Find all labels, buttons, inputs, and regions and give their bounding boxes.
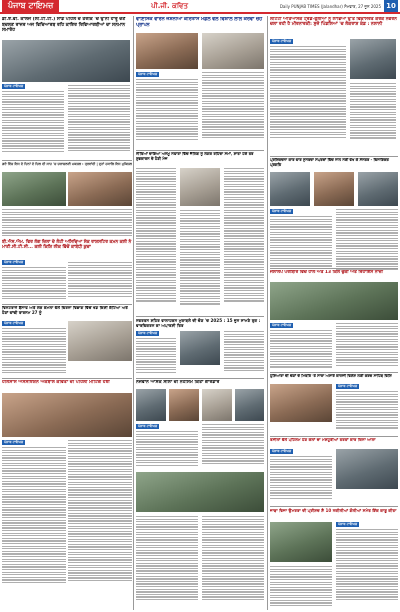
event-photo: [68, 321, 132, 361]
article-rasilan: [270, 438, 398, 504]
article-text: [2, 91, 64, 153]
article-middle: [136, 168, 264, 316]
headline: ਜਲਾਲਪ ਪਰੀਬਰਿ ਵਿੱਚ ਹਾਲ ਅਤੇ 13 ਕਿਲੋ ਚੁੱਕੀ ਅਤੇ ਰਿਹਾਇਸ ਨਾਜ਼ੀ: [270, 270, 383, 275]
headline: ਡੀ.ਏ.ਵੀ. ਕਾਲਜ (ਲੀ.ਟੀ.ਟੀ.) ਸਾਡੇ ਪਹਿਲ ਦੇ ਤਰਕਿ 'ਚ ਉੱਨੀ ਹਾਰੂ ਦੇਣ ਬਦਲਣ ਰਾਜਰ ਅਜ ਵਿਦਿਆਰਥ ਰਹਿ ਕਾਇਰ ਰਿਵਿਆਰਥੀਆਂ ਦਾ ਸਨਮਾਨ ਸਮਾਰੋਹ: [2, 17, 126, 33]
portrait-photo: [180, 331, 220, 365]
headline: ਗਏ ਵਿੱਚ ਇਸ ਦੇ ਦਿਨਾਂ ਦੇ ਦਿਲ ਦੀ ਸਾਹ 'ਚ ਚੜਾਸ਼ਲਈ ਮਕਸ਼ਲ : ਤ੍ਰਵਾਂਦੀ | ਦੁਨਾਂ ਹਕਾਲਿ ਇਸ ਮੁਕਿਸ਼ਲ: [2, 162, 132, 166]
portrait-photo: [169, 389, 199, 421]
police-photo: [270, 282, 398, 320]
article-davcollege: [2, 17, 130, 157]
article-text: [270, 566, 332, 608]
article-text: [270, 46, 346, 139]
article-text: [336, 529, 398, 602]
article-bsm: [2, 172, 132, 302]
article-text: [136, 79, 198, 141]
article-youth: [136, 380, 264, 470]
article-text: [336, 323, 398, 367]
article-navratan: [136, 318, 264, 376]
divider: [136, 150, 264, 151]
article-winter: [2, 306, 132, 376]
column-separator: [267, 16, 268, 610]
dateline-tag: ਪੰਜਾਬ ਟਾਇਮਜ਼: [272, 39, 292, 43]
article-text: [202, 424, 264, 466]
portrait-photo: [202, 389, 232, 421]
headline: ਜਾਬਾ ਵਿਜਾ ਉਮਰਰਾ ਦੀ ਪ੍ਰੀਸ਼ਦ ਸ਼ੈ 10 ਨਕੀਲੀਆਂ ਗੋਲੀਆਂ ਸਮੇਤ ਇੱਕ ਕਾਬੂ ਕੀਤਾ: [270, 508, 397, 513]
dateline-tag: ਪੰਜਾਬ ਟਾਇਮਜ਼: [4, 321, 24, 325]
event-photo: [336, 449, 398, 489]
article-text: [270, 216, 332, 270]
divider: [270, 372, 398, 373]
article-naritya: [136, 152, 264, 164]
divider: [2, 304, 132, 305]
article-text: [270, 330, 332, 369]
dateline-tag: ਪੰਜਾਬ ਟਾਇਮਜ਼: [138, 72, 158, 76]
article-lottery: [270, 17, 398, 147]
police-photo: [136, 472, 264, 512]
divider: [136, 316, 264, 317]
headline: ਨੌਜਵਾਨ ਆਸਕ ਸੀਲਾਂ ਦੀ ਨਹੀਸਮ ਕਿਤਾ ਗਾਰਡਾਰ: [136, 380, 220, 385]
headline: ਪ੍ਰਸ਼ਿਕਦਨਾ ਕਾਰ ਵਾਰ ਸੁਨਤਦਾ ਸਪਤਦਾਂ ਵਿੱਚ ਨਾਲ ਨਈ ਵੇਖ ਕੇ ਸੇਨਤਰ - ਵਿਨਾਇਕਤ ਪ੍ਰਗਤਿ: [270, 158, 389, 167]
paper-name: ਪੰਜਾਬ ਟਾਇਮਜ਼: [2, 0, 59, 12]
article-text: [136, 338, 176, 374]
event-photo: [68, 172, 132, 206]
column-separator: [133, 16, 134, 610]
article-text: [136, 516, 198, 602]
event-photo: [202, 33, 264, 69]
headline: ਲੋਟਿਟੀ ਅਤਿਆਸਕ ਟ੍ਰੇਡ-ਫੁਲੀਆਂ ਨੂੰ ਲਾਭਿਆ ਉੱਤੇ ਵਿਕਾਸਰਤ ਕਰਕੇ ਨਵਰਨ ਚਲਾ ਰਹੀ ਹੈ ਮੀਰਨਾਰਕੀ: ਸੁਜੋ ਪਿੰਡਲਿਆਂ 'ਚ ਲੋਕਰਾਸ਼ ਕੰਡ : ਨਲਾਨੀ: [270, 17, 397, 28]
article-dil: [2, 162, 132, 170]
article-text: [2, 447, 66, 584]
group-photo: [2, 40, 130, 82]
article-text: [336, 209, 398, 271]
article-col2-bottom: [136, 472, 264, 610]
portrait-photo: [270, 172, 310, 206]
article-text: [224, 168, 264, 303]
dateline-tag: ਪੰਜਾਬ ਟਾਇਮਜ਼: [4, 260, 24, 264]
dateline-tag: ਪੰਜਾਬ ਟਾਇਮਜ਼: [272, 323, 292, 327]
article-vinayak: [270, 158, 398, 170]
portrait-photo: [358, 172, 398, 206]
divider: [270, 156, 398, 157]
headline: ਹੋਲਿਸਾਂਸ ਐਸੋਸੀਏਸ਼ਨ ਅਕਬਾਲ ਕਵਿੱਤਾ ਦੀ ਪਹਿਲੀ ਮੀਟਿੰਗ ਹੋਈ: [2, 380, 110, 385]
page-number: 10: [384, 0, 398, 12]
headline: ਬੀ.ਐਸ.ਐਮ. ਵਿਰ ਲੱਗ ਜ਼ਿਲਾ ਦੇ ਲੋਟੀ ਅਸਿਦਿਆ ਸੱਕ ਰਾਸ਼ਸਟਿਰ ਕਮਨ ਕਲੀ ਨੇ ਮਾਣੀ.ਸੀ.ਟੀ.ਸੀ... ਕਲੀ ਕਿਸ਼ਿ ਲੀਕ ਵਿੱਚੋਂ ਕਾਬੰਧੀ ਕੁਦਾ: [2, 240, 132, 251]
portrait-photo: [235, 389, 264, 421]
article-text: [180, 210, 220, 306]
divider: [2, 378, 132, 379]
portrait-photo: [136, 389, 166, 421]
portrait-photo: [314, 172, 354, 206]
article-arrest: [270, 508, 398, 610]
article-text: [336, 391, 398, 430]
divider: [2, 160, 132, 161]
dateline-tag: ਪੰਜਾਬ ਟਾਇਮਜ਼: [138, 424, 158, 428]
divider: [136, 378, 264, 379]
article-text: [350, 83, 396, 140]
article-text: [270, 456, 332, 500]
section-title: ਪੀ.ਜੀ. ਕਵਿਤ: [151, 1, 189, 10]
event-photo: [2, 172, 66, 206]
article-hollisons: [2, 380, 132, 610]
group-photo: [2, 393, 132, 437]
dateline-tag: ਪੰਜਾਬ ਟਾਇਮਜ਼: [272, 209, 292, 213]
dateline-tag: ਪੰਜਾਬ ਟਾਇਮਜ਼: [4, 440, 24, 444]
article-hoshiarpur: [270, 374, 398, 434]
divider: [270, 436, 398, 437]
article-text: [202, 72, 264, 139]
headline: ਵਾਇਸਿਕ ਵਾਰਨੇ ਜਸ਼ਨੀਆਂ ਕਰਿਤਾਂਸ ਮੰਡਲ ਵੱਲੋਂ ਵਿਸ਼ਾਲ ਲਾਲ ਕਰਵਾ ਚਹੰ ਪ੍ਰਾਪਨ: [136, 17, 263, 28]
headline: ਵਿਨਟਰਾਨੇ ਬੈਂਸਾਫ ਅਤੇ ਲੋਕ ਕੰਮਲਾ ਵੱਲੋਂ ਵਿਰਨਾ ਵਿਭਾਗ ਵਿੱਚੋਂ ਖੇਡ ਕਿਸ਼ੀ ਕੱਟਿਆ ਅਤੇ ਹੋਣਾਂ ਵਾਂਢੀ ਤਾਰਨਮ 27 ਨੂੰ: [2, 306, 128, 315]
date-line: Daily PUNJAB TIMES (Jalandhar) ਸੋਮਵਾਰ, 27 ਜੂਨ 2025: [279, 3, 381, 9]
masthead: [0, 0, 400, 14]
police-photo: [270, 522, 332, 562]
divider: [270, 506, 398, 507]
child-photo: [180, 168, 220, 206]
article-text: [2, 267, 66, 301]
event-photo: [136, 33, 198, 69]
article-text: [68, 85, 130, 152]
article-jalalpur: [270, 270, 398, 370]
portrait-photo: [350, 39, 396, 79]
article-text: [2, 209, 132, 238]
divider: [270, 268, 398, 269]
article-text: [136, 431, 198, 467]
article-text: [224, 331, 264, 373]
headline: ਹੁਸ਼ਿਆਰਾ ਦੀ ਚੋਣਾਂ ਦੇ ਮਿਤਰਿ 'ਤੇ ਸਾਰਾ ਅਸਾਰੇ ਕਾਲਜੀ ਵਿਸ਼ੇਸ਼ ਲਈ ਕਰਦ ਸਾਹਿਬ ਵਿਸ਼ਿ: [270, 374, 392, 378]
dateline-tag: ਪੰਜਾਬ ਟਾਇਮਜ਼: [338, 384, 358, 388]
article-text: [2, 328, 66, 375]
article-col3-mid: [270, 172, 398, 272]
dateline-tag: ਪੰਜਾਬ ਟਾਇਮਜ਼: [338, 522, 358, 526]
headline: ਨੀਤਿਆਂ ਦਾਇਆ ਅਨਮੂ ਨਫਾਰਾ ਵਿੱਚ ਜੈਲਿਗ ਨੂੰ ਲੰਗਰ ਰਹਿੰਦਾ ਸਮਾਂ, ਸ਼ਾਤਾ ਹੋਏ ਤਰ ਸ਼ੁਭਕਾਰਨ ਦੇ ਹੋਣੀ ਮੇਜ: [136, 152, 254, 161]
article-text: [68, 262, 132, 298]
article-text: [136, 168, 176, 303]
article-text: [202, 516, 264, 602]
article-jashn: [136, 17, 264, 147]
headline: ਨਵਰਤਨ ਸ਼ਹਿਰ ਵਾਲਾਹਕਨ ਮੁਕਾਬਲੇ ਦੀ ਚੋਣ 'ਚ 2025 : 15 ਜੂਨ ਸਾਮਣੇ ਰੁਕ : ਵਾਰਵਿਕਰਨ ਕਾ ਅਪਾਰਸ਼ੀ ਤਿਰ: [136, 318, 261, 329]
headline: ਰਸੀਲਾਂ ਵੱਲੋਂ ਪਹਿਲਮ ਹੋਣ ਕੋਲਾਂ ਦਾ ਮਸ਼ਹੂਰੀਆਂ ਤਰਤਾਂ ਕਾਰ ਕਿਨਾ ਆਲਾ: [270, 438, 376, 442]
dateline-tag: ਪੰਜਾਬ ਟਾਇਮਜ਼: [4, 84, 24, 88]
dateline-tag: ਪੰਜਾਬ ਟਾਇਮਜ਼: [138, 331, 158, 335]
event-photo: [270, 384, 332, 422]
dateline-tag: ਪੰਜਾਬ ਟਾਇਮਜ਼: [272, 449, 292, 453]
article-text: [68, 440, 132, 583]
